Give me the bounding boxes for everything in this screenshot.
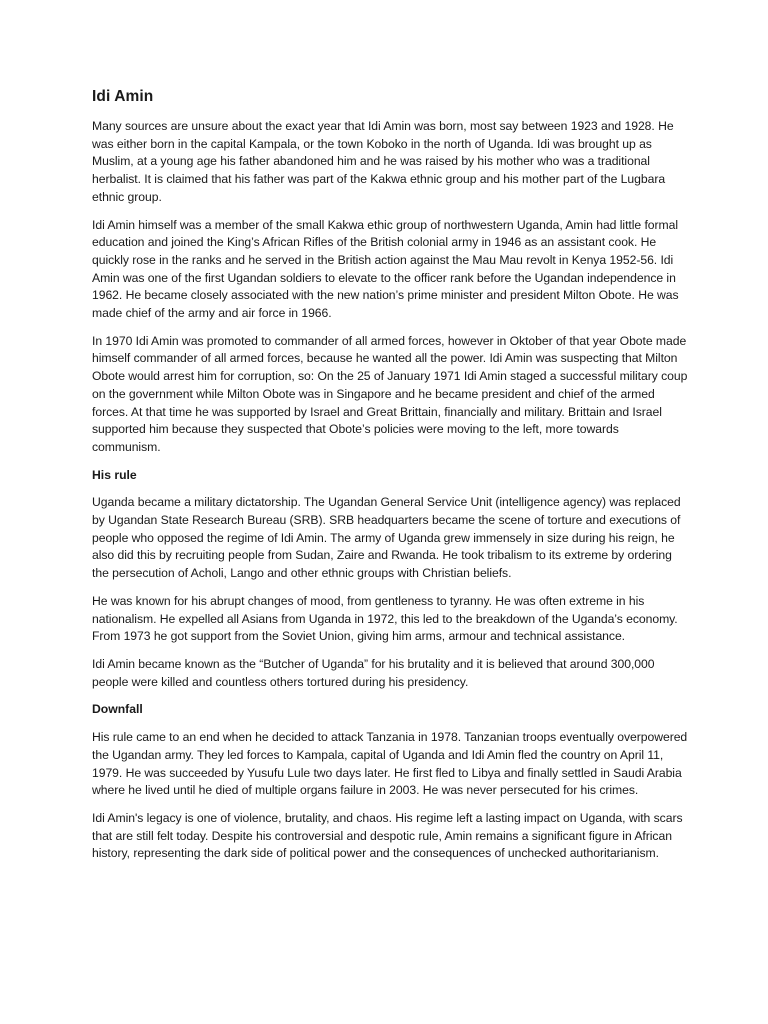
intro-paragraph-birth: Many sources are unsure about the exact year that Idi Amin was born, most say between 1923 and 1928. He was either born in the capital Kampala, or the town Koboko in the north of Uganda. Idi was brought up as Muslim, at a young age his father abandoned him and he was raised by his mother who was a traditional herbalist. It is claimed that his father was part of the Kakwa ethnic group and his mother part of the Lugbara ethnic group. (92, 119, 674, 204)
intro-paragraph-early-career: Idi Amin himself was a member of the small Kakwa ethic group of northwestern Uganda, Amin had little formal education and joined the King’s African Rifles of the British colonial army in 1946 as an assistant cook. He quickly rose in the ranks and he served in the British action against the Mau Mau revolt in Kenya 1952-56. Idi Amin was one of the first Ugandan soldiers to elevate to the officer rank before the Ugandan independence in 1962. He became closely associated with the new nation’s prime minister and president Milton Obote. He was made chief of the army and air force in 1966. (92, 217, 679, 321)
downfall-paragraph-legacy: Idi Amin's legacy is one of violence, brutality, and chaos. His regime left a lasting impact on Uganda, with scars that are still felt today. Despite his controversial and despotic rule, Amin remains a significant figure in African history, representing the dark side of political power and the consequences of unchecked authoritarianism. (92, 810, 683, 861)
his-rule-paragraph-nationalism: He was known for his abrupt changes of mood, from gentleness to tyranny. He was often extreme in his nationalism. He expelled all Asians from Uganda in 1972, this led to the breakdown of the Uganda’s economy. From 1973 he got support from the Soviet Union, giving him arms, armour and technical assistance. (92, 593, 678, 644)
downfall-paragraph-tanzania: His rule came to an end when he decided to attack Tanzania in 1978. Tanzanian troops eventually overpowered the Ugandan army. They led forces to Kampala, capital of Uganda and Idi Amin fled the country on April 11, 1979. He was succeeded by Yusufu Lule two days later. He first fled to Libya and finally settled in Saudi Arabia where he lived until he died of multiple organs failure in 2003. He was never persecuted for his crimes. (92, 730, 688, 798)
document-title: Idi Amin (92, 88, 154, 105)
document-page (92, 87, 688, 873)
intro-paragraph-coup: In 1970 Idi Amin was promoted to commander of all armed forces, however in Oktober of that year Obote made himself commander of all armed forces, because he wanted all the power. Idi Amin was suspecting that Milton Obote would arrest him for corruption, so: On the 25 of January 1971 Idi Amin staged a successful military coup on the government while Milton Obote was in Singapore and he became president and chief of the armed forces. At that time he was supported by Israel and Great Brittain, financially and military. Brittain and Israel supported him because they suspected that Obote’s policies were moving to the left, more towards communism. (92, 333, 688, 454)
his-rule-paragraph-dictatorship: Uganda became a military dictatorship. The Ugandan General Service Unit (intelligence agency) was replaced by Ugandan State Research Bureau (SRB). SRB headquarters became the scene of torture and executions of people who opposed the regime of Idi Amin. The army of Uganda grew immensely in size during his reign, he also did this by recruiting people from Sudan, Zaire and Rwanda. He took tribalism to its extreme by ordering the persecution of Acholi, Lango and other ethnic groups with Christian beliefs. (92, 495, 681, 581)
section-heading-downfall: Downfall (92, 702, 143, 717)
section-heading-his-rule: His rule (92, 467, 137, 482)
his-rule-paragraph-butcher: Idi Amin became known as the “Butcher of Uganda” for his brutality and it is believed that around 300,000 people were killed and countless others tortured during his presidency. (92, 656, 655, 689)
